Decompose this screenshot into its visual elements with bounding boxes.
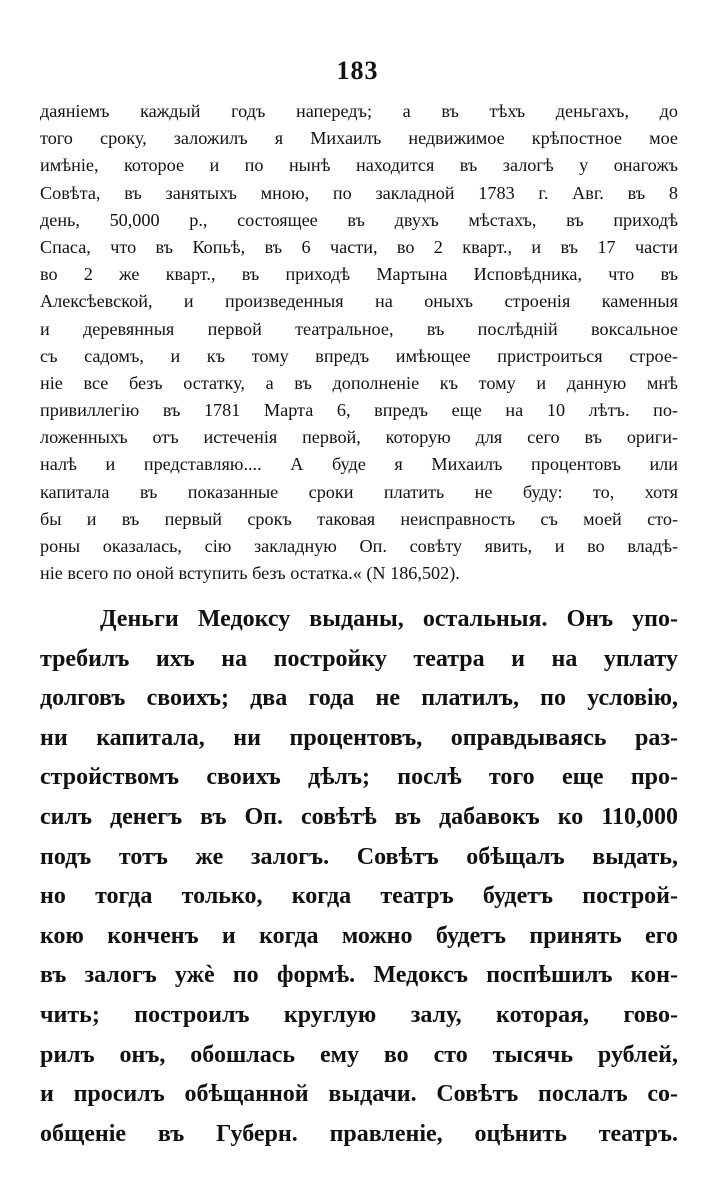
quote-line: даяніемъ каждый годъ напередъ; а въ тѣхъ деньгахъ, до — [40, 101, 678, 121]
quote-line: Спаса, что въ Копьѣ, въ 6 части, во 2 кварт., и въ 17 части — [40, 236, 678, 257]
quote-line: роны оказалась, сію закладную Оп. совѣту явить, и во владѣ- — [40, 536, 678, 556]
quote-line: во 2 же кварт., въ приходѣ Мартына Исповѣдника, что въ — [40, 264, 678, 285]
quote-line: и деревянныя первой театральное, въ послѣдній воксальное — [40, 318, 678, 339]
main-line: общеніе въ Губерн. правленіе, оцѣнить театръ. — [40, 1120, 678, 1147]
page-number: 183 — [336, 56, 379, 85]
main-line: Деньги Медоксу выданы, остальныя. Онъ упо- — [100, 606, 678, 632]
quote-line: Алексѣевской, и произведенныя на оныхъ строенія каменныя — [40, 291, 678, 312]
quote-line: ніе всего по оной вступить безъ остатка.« (N 186,502). — [40, 563, 460, 584]
quote-line: капитала въ показанные сроки платить не буду: то, хотя — [40, 481, 678, 502]
quote-line: ложенныхъ отъ истеченія первой, которую для сего въ ориги- — [40, 427, 678, 448]
quote-line: налѣ и представляю.... А буде я Михаилъ процентовъ или — [40, 454, 678, 475]
main-line: въ залогъ ужѐ по формѣ. Медоксъ поспѣшилъ кон- — [40, 962, 678, 989]
main-line: силъ денегъ въ Оп. совѣтѣ въ дабавокъ ко 110,000 — [40, 803, 678, 830]
quote-line: Совѣта, въ занятыхъ мною, по закладной 1783 г. Авг. въ 8 — [40, 182, 678, 203]
quote-line: ніе все безъ остатку, а въ дополненіе къ тому и данную мнѣ — [40, 372, 678, 393]
main-line: требилъ ихъ на постройку театра и на уплату — [40, 645, 678, 672]
quote-line: бы и въ первый срокъ таковая неисправность съ моей сто- — [40, 508, 678, 529]
quote-line: имѣніе, которое и по нынѣ находится въ залогѣ у онагожъ — [40, 155, 678, 176]
main-line: чить; построилъ круглую залу, которая, гово- — [40, 1001, 678, 1028]
main-line: и просилъ обѣщанной выдачи. Совѣтъ послалъ со- — [40, 1081, 678, 1108]
main-line: долговъ своихъ; два года не платилъ, по условію, — [40, 685, 678, 712]
main-line: кою конченъ и когда можно будетъ принять его — [40, 922, 678, 949]
main-line: подъ тотъ же залогъ. Совѣтъ обѣщалъ выдать, — [40, 843, 678, 870]
quote-line: того сроку, заложилъ я Михаилъ недвижимое крѣпостное мое — [40, 128, 678, 149]
quote-line: день, 50,000 р., состоящее въ двухъ мѣстахъ, въ приходѣ — [40, 209, 678, 230]
main-line: рилъ онъ, обошлась ему во сто тысячь рублей, — [40, 1041, 678, 1068]
main-line: но тогда только, когда театръ будетъ построй- — [40, 883, 678, 910]
quote-line: привиллегію въ 1781 Марта 6, впредъ еще на 10 лѣтъ. по- — [40, 400, 678, 421]
main-paragraph — [40, 600, 678, 1154]
quoted-mortgage-text — [40, 98, 678, 587]
quote-line: съ садомъ, и къ тому впредъ имѣющее пристроиться строе- — [40, 345, 678, 366]
main-line: ни капитала, ни процентовъ, оправдываясь раз- — [40, 724, 678, 751]
main-line: стройствомъ своихъ дѣлъ; послѣ того еще про- — [40, 764, 678, 791]
